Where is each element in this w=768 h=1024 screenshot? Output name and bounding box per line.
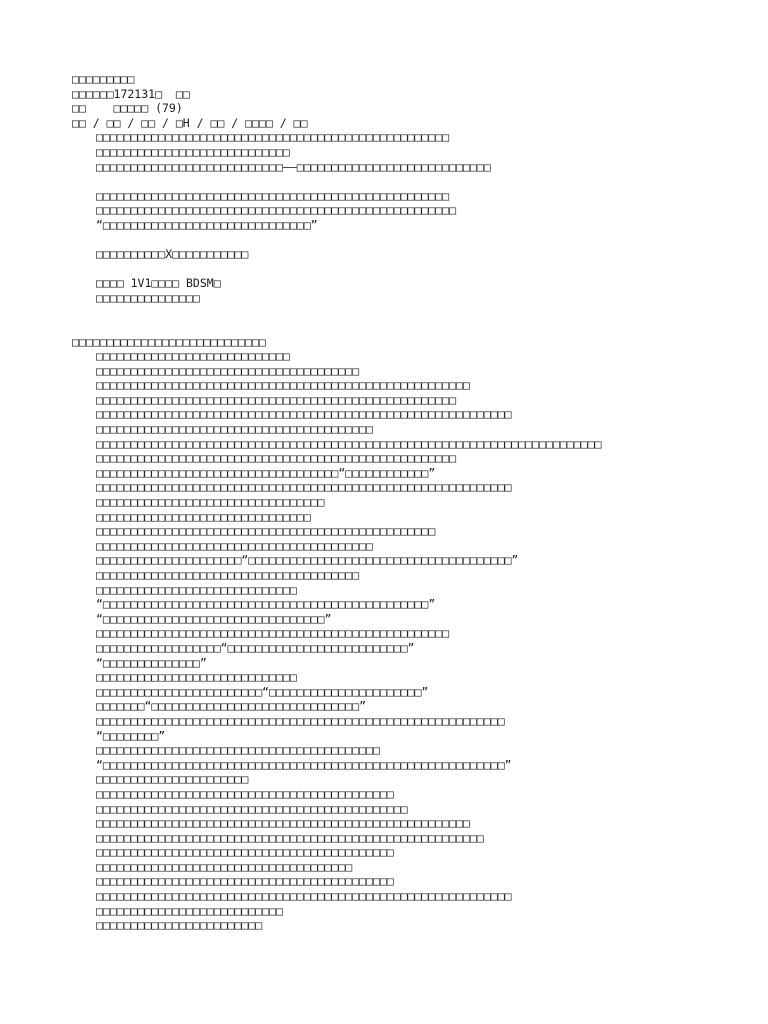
header-line-3: □□ □□□□□ (79) <box>72 101 183 116</box>
section-line: “□□□□□□□□□□□□□□□□□□□□□□□□□□□□□□□□□□□□□□□□□□□□□□□□□□□□□□□□□□” <box>96 757 512 772</box>
section-line: □□□□□□□□□□□□□□□□□□□□□□□□□□□□□□□□□□□□□□□□□□□ <box>96 874 394 889</box>
document-page <box>72 72 712 933</box>
section-line: □□□□□□□□□□□□□□□□□□□□□□□□□□□□□□□□□□□□□□□□□□□□□ <box>96 801 408 816</box>
intro-p4-line: □□□□ 1V1□□□□ BDSM□ <box>96 276 221 291</box>
section-line: □□□□□□□□□□□□□□□□□□□□□□□□□□□□□□□□□□□□□□ <box>96 568 360 582</box>
section-line: □□□□□□□□□□□□□□□□□□□□□□□□□□□□□□□□□□□□□□□□□□□□□□□□□□□□□□ <box>96 816 470 831</box>
section-line: □□□□□□□□□□□□□□□□□□□□□□□□□□□□□□□□□□□□□□□□ <box>96 538 373 553</box>
section-line: □□□□□□□□□□□□□□□□□□□□□□□□□□□□□□□□□□□□□□□□□□□ <box>96 786 394 801</box>
section-heading: □□□□□□□□□□□□□□□□□□□□□□□□□□□□ <box>72 334 266 349</box>
section-line: □□□□□□□□□□□□□□□□□□□□□□□□□□□□□□□□□□□□□□□□□□□□□□□□□□□□□□□□□□□□ <box>96 407 512 422</box>
section-line: □□□□□□□□□□□□□□□□□□□□□□□□□□□□□ <box>96 670 297 685</box>
section-line: □□□□□□□□□□□□□□□□□□□□□□□□□□□□□□□□□□□□□□□□□□□□□□□□□□□□□□□□□□□□ <box>96 889 512 904</box>
section-line: □□□□□□□□□□□□□□□□□□□□□□□□□□□□□□□□□□□□□□□□□□□□□□□□□ <box>96 524 436 539</box>
section-line: □□□□□□□□□□□□□□□□□□□□□□□□□□□□□□□□□□□□□ <box>96 859 353 874</box>
intro-p2-line: □□□□□□□□□□□□□□□□□□□□□□□□□□□□□□□□□□□□□□□□□□□□□□□□□□□ <box>96 188 450 203</box>
section-line: □□□□□□□□□□□□□□□□□□□□□□□□□□□□□□□□□□□□□□□□□□□□□□□□□□□□□□□□ <box>96 830 484 845</box>
section-line: □□□□□□□□□□□□□□□□□□□□□□□□□□□□□□□□□□□“□□□□□□□□□□□□” <box>96 465 436 480</box>
intro-p3-line: □□□□□□□□□□X□□□□□□□□□□□ <box>96 247 249 262</box>
section-line: □□□□□□□□□□□□□□□□□□□□□□□□□□□□□□□□□ <box>96 495 325 510</box>
intro-p2-line: “□□□□□□□□□□□□□□□□□□□□□□□□□□□□□□” <box>96 217 318 232</box>
section-line: □□□□□□□□□□□□□□□□□□□□□□□□□□□□□□□□□□□□□□ <box>96 363 360 378</box>
header-line-2: □□□□□□172131□ □□ <box>72 86 190 101</box>
section-line: □□□□□□□□□□□□□□□□□□□□□□□□□□□□□□□□□□□□□□□□□□□□□□□□□□□□□□ <box>96 378 470 393</box>
intro-p1-line: □□□□□□□□□□□□□□□□□□□□□□□□□□□——□□□□□□□□□□□□□□□□□□□□□□□□□□□□ <box>96 159 491 174</box>
section-line: “□□□□□□□□” <box>96 728 166 743</box>
section-line: □□□□□□□□□□□□□□□□□□□□□□□□□□□□□□□□□□□□□□□□□□□□□□□□□□□ <box>96 626 450 641</box>
section-line: “□□□□□□□□□□□□□□□□□□□□□□□□□□□□□□□□” <box>96 611 332 626</box>
section-line: □□□□□□□□□□□□□□□□□□“□□□□□□□□□□□□□□□□□□□□□□□□□□” <box>96 640 415 655</box>
section-body <box>72 349 712 933</box>
section-line: □□□□□□□□□□□□□□□□□□□□□□□□□□□□□□□ <box>96 509 311 524</box>
section-line: □□□□□□□□□□□□□□□□□□□□□□ <box>96 772 249 787</box>
section-line: □□□□□□□□□□□□□□□□□□□□□□□□□□□ <box>96 903 283 918</box>
section-line: “□□□□□□□□□□□□□□” <box>96 655 207 670</box>
section-line: □□□□□□□□□□□□□□□□□□□□□□□□□□□□□ <box>96 582 297 597</box>
section-line: □□□□□□□□□□□□□□□□□□□□□□□□□□□□□□□□□□□□□□□□□□□□□□□□□□□□ <box>96 451 457 466</box>
intro-p4-line: □□□□□□□□□□□□□□□ <box>96 290 200 305</box>
section-line: □□□□□□□□□□□□□□□□□□□□□□□□“□□□□□□□□□□□□□□□□□□□□□□” <box>96 684 429 699</box>
section-line: □□□□□□□□□□□□□□□□□□□□□□□□□□□□□□□□□□□□□□□□□□□□□□□□□□□□ <box>96 392 457 407</box>
breadcrumb: □□ / □□ / □□ / □H / □□ / □□□□ / □□ <box>72 115 308 130</box>
section-line: □□□□□□□□□□□□□□□□□□□□□□□□□□□□□□□□□□□□□□□□□□□□□□□□□□□□□□□□□□□ <box>96 713 505 728</box>
intro-p2-line: □□□□□□□□□□□□□□□□□□□□□□□□□□□□□□□□□□□□□□□□□□□□□□□□□□□□ <box>96 203 457 218</box>
section-line: □□□□□□□□□□□□□□□□□□□□□□□□□□□□□□□□□□□□□□□□□□□ <box>96 845 394 860</box>
section-line: “□□□□□□□□□□□□□□□□□□□□□□□□□□□□□□□□□□□□□□□□□□□□□□□” <box>96 597 436 612</box>
intro-p1-line: □□□□□□□□□□□□□□□□□□□□□□□□□□□□ <box>96 144 290 159</box>
section-line: □□□□□□□“□□□□□□□□□□□□□□□□□□□□□□□□□□□□□□” <box>96 699 367 714</box>
section-line: □□□□□□□□□□□□□□□□□□□□□□□□□□□□□□□□□□□□□□□□ <box>96 422 373 437</box>
section-line: □□□□□□□□□□□□□□□□□□□□□□□□□□□□ <box>96 349 290 364</box>
header-line-1: □□□□□□□□□ <box>72 72 135 86</box>
section-line: □□□□□□□□□□□□□□□□□□□□□“□□□□□□□□□□□□□□□□□□□□□□□□□□□□□□□□□□□□□□” <box>96 553 519 568</box>
section-line: □□□□□□□□□□□□□□□□□□□□□□□□□□□□□□□□□□□□□□□□□□□□□□□□□□□□□□□□□□□□ <box>96 480 512 495</box>
section-line: □□□□□□□□□□□□□□□□□□□□□□□□□□□□□□□□□□□□□□□□□□□□□□□□□□□□□□□□□□□□□□□□□□□□□□□□□ <box>96 436 602 451</box>
section-line: □□□□□□□□□□□□□□□□□□□□□□□□ <box>96 918 263 933</box>
intro-p1-line: □□□□□□□□□□□□□□□□□□□□□□□□□□□□□□□□□□□□□□□□□□□□□□□□□□□ <box>96 130 450 145</box>
section-line: □□□□□□□□□□□□□□□□□□□□□□□□□□□□□□□□□□□□□□□□□ <box>96 743 380 758</box>
